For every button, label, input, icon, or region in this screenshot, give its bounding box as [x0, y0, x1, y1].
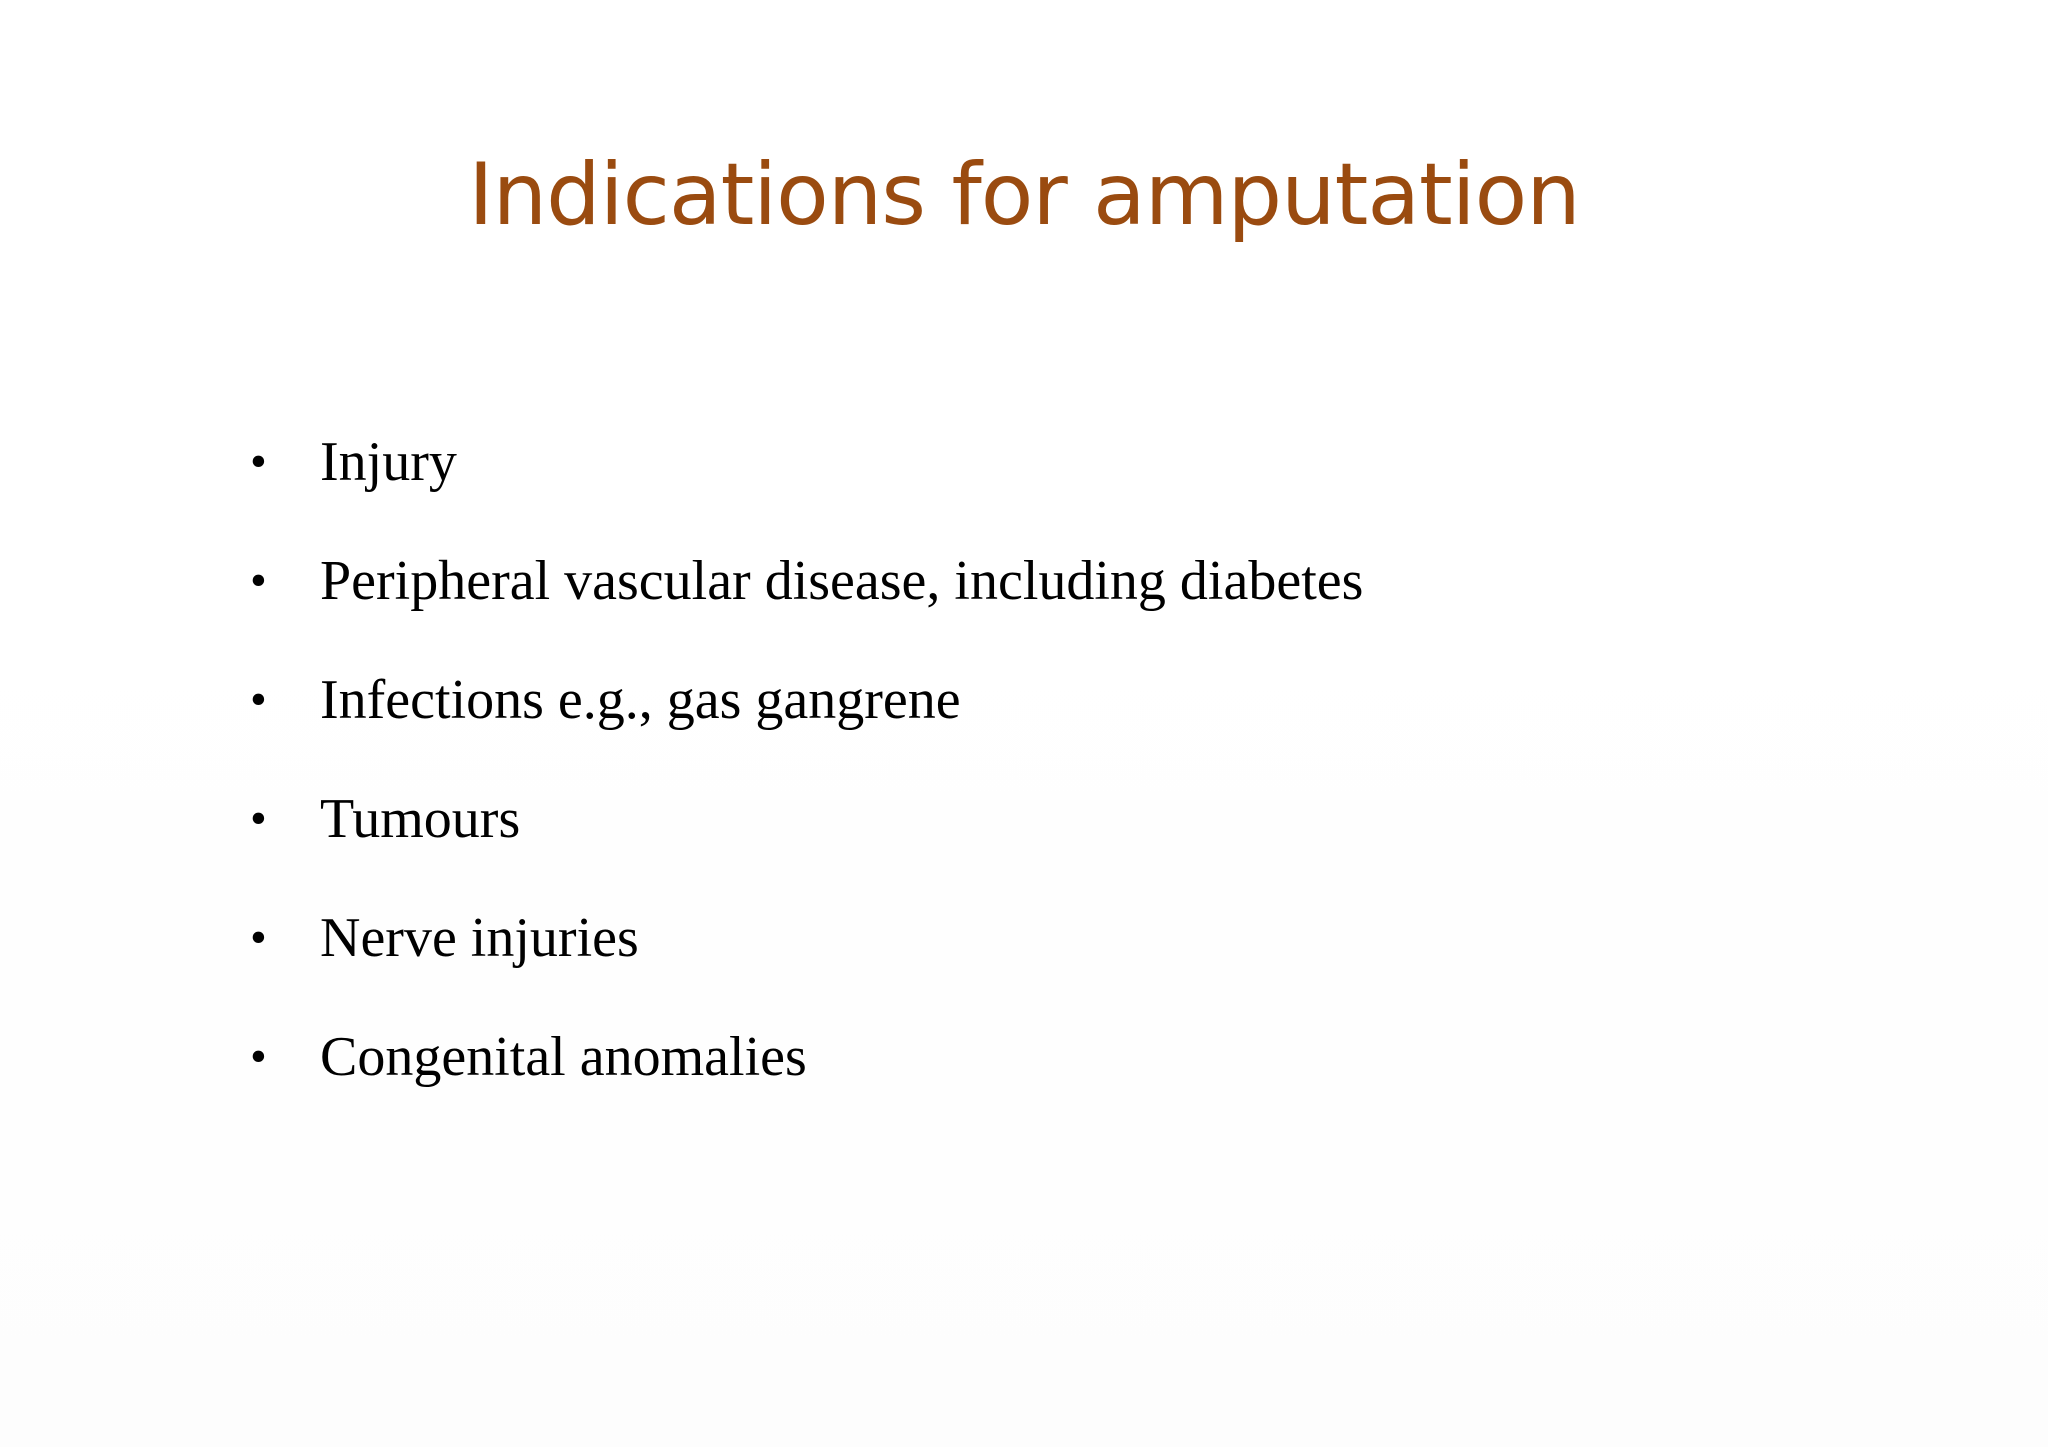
bullet-icon: •: [250, 1029, 267, 1083]
slide-title: Indications for amputation: [468, 145, 1580, 245]
bullet-icon: •: [250, 434, 267, 488]
bullet-text: Tumours: [320, 787, 521, 850]
list-item: [250, 878, 1363, 997]
bullet-text: Nerve injuries: [320, 906, 639, 969]
list-item: [250, 521, 1363, 640]
list-item: [250, 759, 1363, 878]
list-item: [250, 640, 1363, 759]
list-item: [250, 997, 1363, 1116]
bullet-icon: •: [250, 791, 267, 845]
bullet-icon: •: [250, 672, 267, 726]
bullet-icon: •: [250, 553, 267, 607]
bullet-icon: •: [250, 910, 267, 964]
list-item: [250, 402, 1363, 521]
bullet-text: Congenital anomalies: [320, 1025, 807, 1088]
bullet-text: Injury: [320, 430, 457, 493]
bullet-text: Infections e.g., gas gangrene: [320, 668, 961, 731]
bullet-text: Peripheral vascular disease, including diabetes: [320, 549, 1364, 612]
bullet-list: [250, 402, 1363, 1116]
